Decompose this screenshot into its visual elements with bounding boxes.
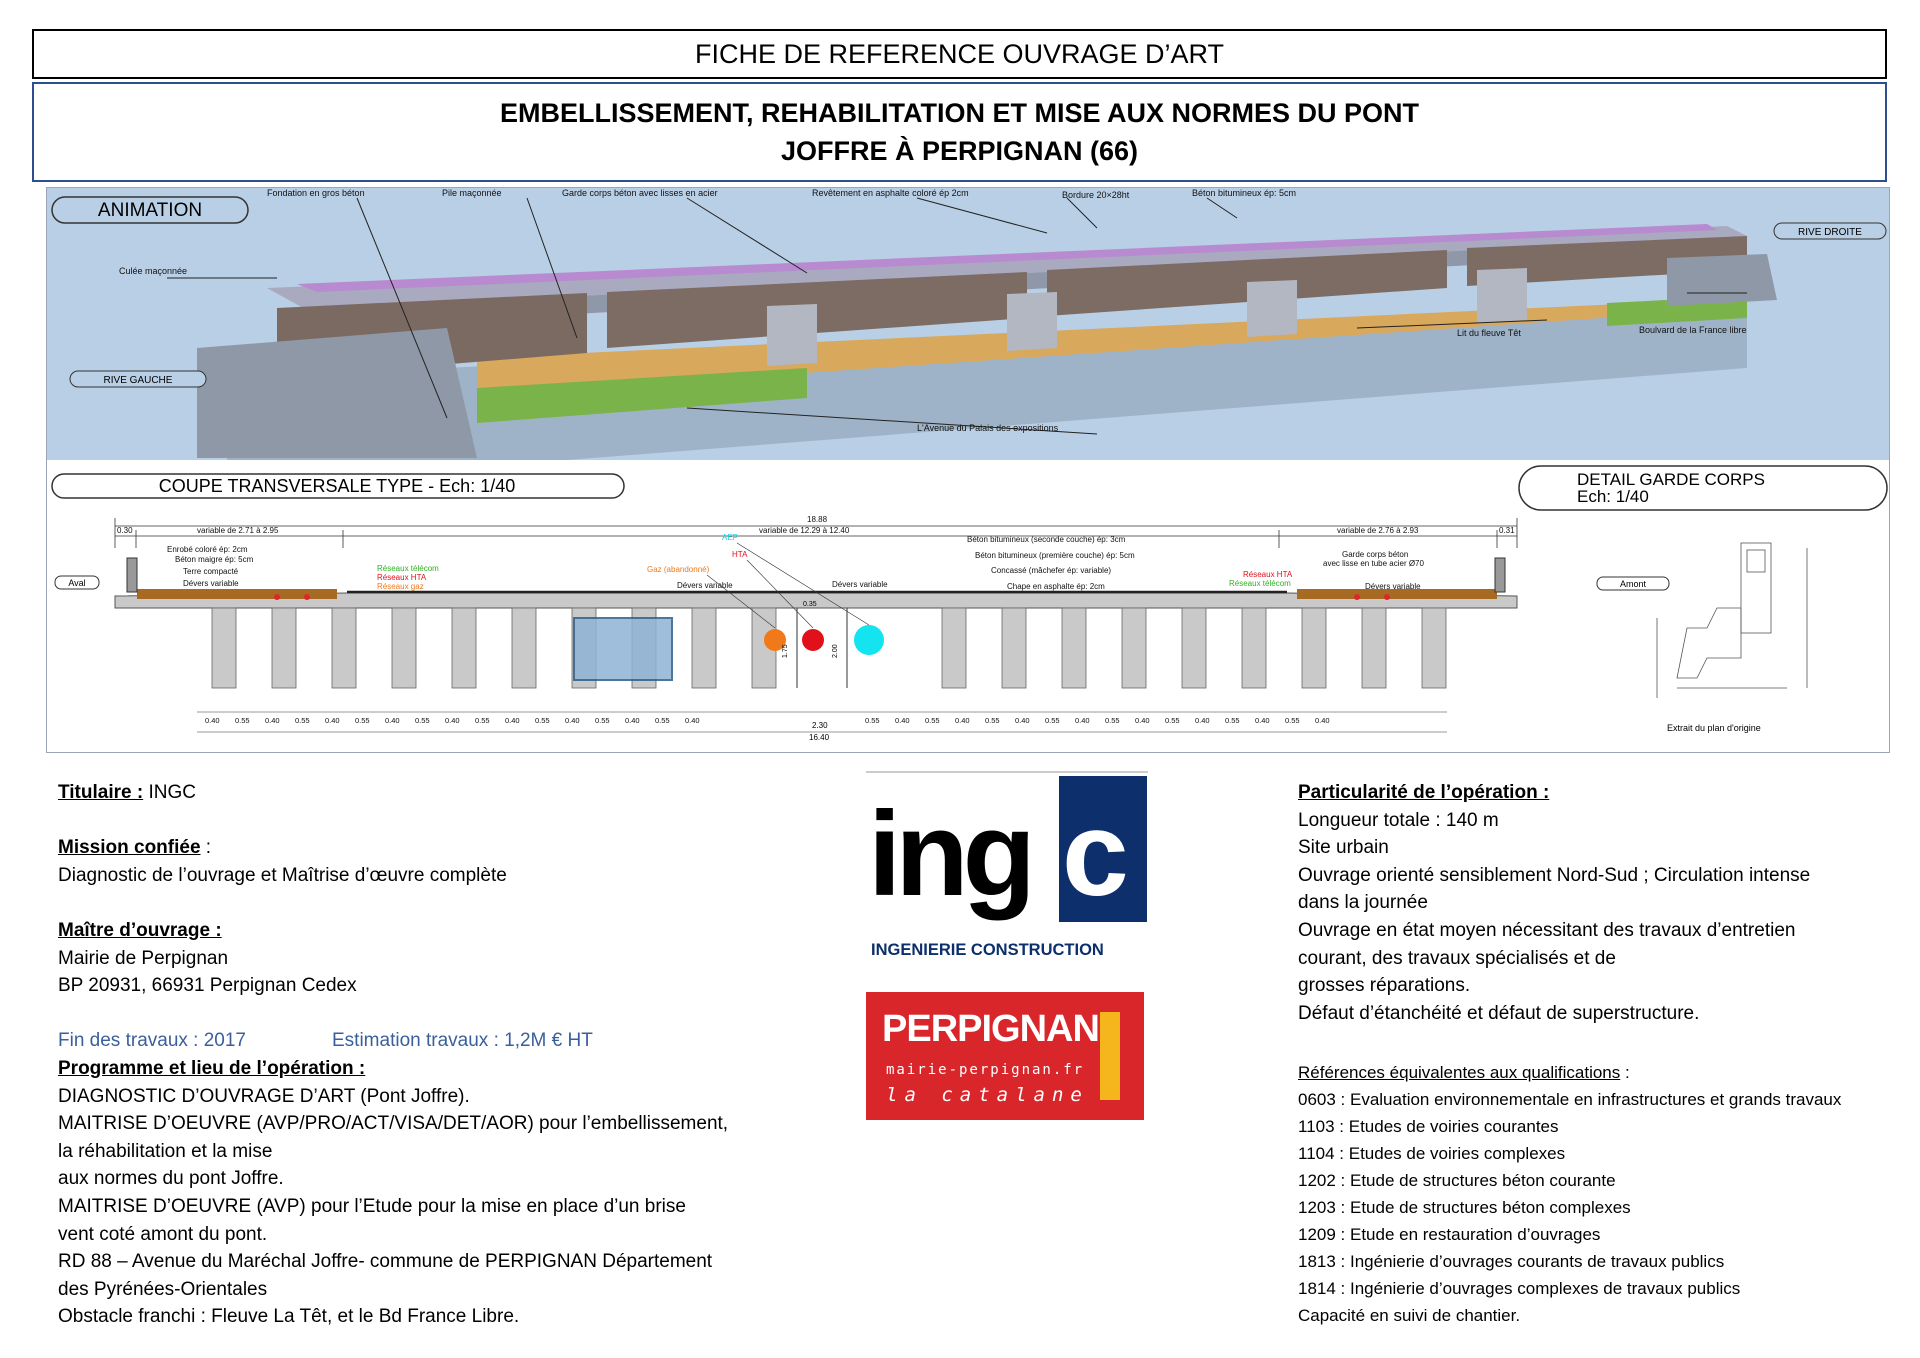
bottom-dim-label: 0.55 xyxy=(475,716,490,725)
network-left-1 xyxy=(274,594,280,600)
label-aep: AEP xyxy=(722,533,739,542)
programme-line: DIAGNOSTIC D’OUVRAGE D’ART (Pont Joffre). xyxy=(58,1085,470,1107)
document-subtitle xyxy=(32,82,1887,182)
reference-item: 1203 : Etude de structures béton complexes xyxy=(1298,1198,1631,1217)
network-right-1 xyxy=(1354,594,1360,600)
label-extrait: Extrait du plan d'origine xyxy=(1667,723,1761,733)
reference-item: 1813 : Ingénierie d’ouvrages courants de travaux publics xyxy=(1298,1252,1725,1271)
bottom-dim-label: 0.55 xyxy=(415,716,430,725)
bottom-dim-label: 0.55 xyxy=(925,716,940,725)
dim-right-edge: 0.31 xyxy=(1499,526,1515,535)
programme-line: vent coté amont du pont. xyxy=(58,1223,268,1245)
abutment-left xyxy=(197,328,477,458)
label-bb-seconde: Béton bitumineux (seconde couche) ép: 3cm xyxy=(967,535,1126,544)
label-fondation: Fondation en gros béton xyxy=(267,188,365,198)
bottom-dim-label: 0.40 xyxy=(505,716,520,725)
reference-item: 1202 : Etude de structures béton courante xyxy=(1298,1171,1616,1190)
railing-right xyxy=(1495,558,1505,592)
pier-2 xyxy=(1007,292,1057,351)
label-garde-corps-2: avec lisse en tube acier Ø70 xyxy=(1323,559,1424,568)
programme-line: RD 88 – Avenue du Maréchal Joffre- commune de PERPIGNAN Département xyxy=(58,1251,713,1273)
label-chape: Chape en asphalte ép: 2cm xyxy=(1007,582,1105,591)
bottom-dim-label: 0.40 xyxy=(625,716,640,725)
particularite-label: Particularité de l’opération : xyxy=(1298,782,1550,803)
bottom-dim-label: 0.40 xyxy=(1015,716,1030,725)
particularite-line: Ouvrage en état moyen nécessitant des travaux d’entretien xyxy=(1298,919,1796,941)
titulaire-label: Titulaire : xyxy=(58,782,144,803)
ingc-logo-subtitle: INGENIERIE CONSTRUCTION xyxy=(871,941,1104,959)
label-revetement: Revêtement en asphalte coloré ép 2cm xyxy=(812,188,969,198)
programme-line: MAITRISE D’OEUVRE (AVP) pour l’Etude pour la mise en place d’un brise xyxy=(58,1195,686,1217)
mission-colon: : xyxy=(200,837,212,859)
label-bordure: Bordure 20×28ht xyxy=(1062,190,1130,200)
subtitle-line-1: EMBELLISSEMENT, REHABILITATION ET MISE AUX NORMES DU PONT xyxy=(499,98,1420,128)
label-amont: Amont xyxy=(1619,579,1647,589)
bridge-figure xyxy=(46,187,1890,753)
titulaire-value: INGC xyxy=(143,782,196,803)
label-rive-gauche: RIVE GAUCHE xyxy=(103,375,173,386)
dim-230: 2.30 xyxy=(812,721,828,730)
bottom-dim-label: 0.55 xyxy=(1225,716,1240,725)
label-pile: Pile maçonnée xyxy=(442,188,502,198)
programme-line: aux normes du pont Joffre. xyxy=(58,1168,284,1190)
bottom-dim-label: 0.40 xyxy=(685,716,700,725)
perpignan-logo-tagline: la catalane xyxy=(886,1084,1089,1106)
dim-total: 18.88 xyxy=(807,515,828,524)
programme-label: Programme et lieu de l’opération : xyxy=(58,1057,366,1079)
bottom-dim-label: 0.55 xyxy=(655,716,670,725)
particularite-line: Défaut d’étanchéité et défaut de superstructure. xyxy=(1298,1002,1700,1024)
dim-200: 2.00 xyxy=(832,644,839,658)
reference-item: 1103 : Etudes de voiries courantes xyxy=(1298,1117,1559,1136)
animation-title: ANIMATION xyxy=(97,200,203,221)
pier-1 xyxy=(767,304,817,366)
label-avenue: L'Avenue du Palais des expositions xyxy=(917,423,1059,433)
perpignan-logo-url: mairie-perpignan.fr xyxy=(886,1062,1085,1078)
pipe-aep xyxy=(854,625,884,655)
dim-center: variable de 12.29 à 12.40 xyxy=(759,526,850,535)
railing-left xyxy=(127,558,137,592)
network-right-2 xyxy=(1384,594,1390,600)
right-column xyxy=(1298,779,1898,1027)
label-reseaux-telecom-left: Réseaux télécom xyxy=(377,564,439,573)
label-rive-droite: RIVE DROITE xyxy=(1798,227,1862,238)
bottom-dim-label: 0.55 xyxy=(1165,716,1180,725)
bottom-dim-label: 0.40 xyxy=(205,716,220,725)
maitre-label: Maître d’ouvrage : xyxy=(58,919,222,941)
pier-3 xyxy=(1247,280,1297,337)
bottom-dim-label: 0.55 xyxy=(535,716,550,725)
reference-item: 1104 : Etudes de voiries complexes xyxy=(1298,1144,1566,1163)
dim-right: variable de 2.76 à 2.93 xyxy=(1337,526,1419,535)
particularite-line: dans la journée xyxy=(1298,892,1428,914)
mission-label: Mission confiée xyxy=(58,837,201,859)
label-beton-bitumineux: Béton bitumineux ép: 5cm xyxy=(1192,188,1297,198)
label-aval: Aval xyxy=(68,578,86,588)
highlight-box xyxy=(574,618,672,680)
dim-035: 0.35 xyxy=(803,601,817,608)
perpignan-logo-yellow-bar xyxy=(1100,1012,1120,1100)
maitre-line-2: BP 20931, 66931 Perpignan Cedex xyxy=(58,975,357,997)
programme-line: Obstacle franchi : Fleuve La Têt, et le Bd France Libre. xyxy=(58,1306,520,1328)
bottom-dim-label: 0.55 xyxy=(595,716,610,725)
label-hta: HTA xyxy=(732,550,748,559)
pier-4 xyxy=(1477,268,1527,323)
mission-value: Diagnostic de l’ouvrage et Maîtrise d’œuvre complète xyxy=(58,864,507,886)
document-title: FICHE DE REFERENCE OUVRAGE D’ART xyxy=(32,29,1887,79)
dim-175: 1.75 xyxy=(782,644,789,658)
reference-item: 0603 : Evaluation environnementale en infrastructures et grands travaux xyxy=(1298,1090,1842,1109)
bottom-dim-label: 0.40 xyxy=(1135,716,1150,725)
bottom-dim-label: 0.40 xyxy=(1195,716,1210,725)
reference-item: Capacité en suivi de chantier. xyxy=(1298,1306,1521,1325)
bottom-dim-label: 0.40 xyxy=(325,716,340,725)
particularite-line: Site urbain xyxy=(1298,837,1389,859)
detail-title-line-1: DETAIL GARDE CORPS xyxy=(1577,470,1765,489)
bottom-dim-label: 0.40 xyxy=(1315,716,1330,725)
bottom-dim-label: 0.55 xyxy=(355,716,370,725)
bottom-dim-label: 0.40 xyxy=(1255,716,1270,725)
label-devers-center-2: Dévers variable xyxy=(832,580,888,589)
dim-left-edge: 0.30 xyxy=(117,526,133,535)
references-list xyxy=(1298,1059,1910,1329)
bottom-dim-label: 0.40 xyxy=(565,716,580,725)
network-left-2 xyxy=(304,594,310,600)
perpignan-logo xyxy=(866,992,1144,1120)
label-reseaux-gaz-left: Réseaux gaz xyxy=(377,582,424,591)
particularite-line: Longueur totale : 140 m xyxy=(1298,809,1499,831)
bottom-dim-label: 0.55 xyxy=(985,716,1000,725)
bottom-dim-label: 0.55 xyxy=(865,716,880,725)
programme-line: MAITRISE D’OEUVRE (AVP/PRO/ACT/VISA/DET/AOR) pour l’embellissement, xyxy=(58,1113,729,1135)
programme-line: des Pyrénées-Orientales xyxy=(58,1278,268,1300)
references-colon: : xyxy=(1620,1063,1630,1082)
ingc-logo-c: c xyxy=(1062,787,1129,921)
bottom-dim-label: 0.55 xyxy=(295,716,310,725)
bottom-dim-label: 0.40 xyxy=(1075,716,1090,725)
bottom-dim-label: 0.40 xyxy=(955,716,970,725)
bottom-dim-label: 0.40 xyxy=(445,716,460,725)
label-terre: Terre compacté xyxy=(183,567,239,576)
bottom-dim-label: 0.40 xyxy=(265,716,280,725)
label-concasse: Concassé (mâchefer ép: variable) xyxy=(991,566,1112,575)
bridge-drawing xyxy=(47,188,1890,753)
ingc-logo-text: ing xyxy=(868,787,1030,921)
bottom-dim-label: 0.40 xyxy=(895,716,910,725)
particularite-line: courant, des travaux spécialisés et de xyxy=(1298,947,1616,969)
programme-line: la réhabilitation et la mise xyxy=(58,1140,273,1162)
bottom-dim-label: 0.55 xyxy=(1045,716,1060,725)
perpignan-logo-text: PERPIGNAN xyxy=(882,1008,1099,1050)
label-garde-corps: Garde corps béton avec lisses en acier xyxy=(562,188,718,198)
dim-1640: 16.40 xyxy=(809,733,830,742)
label-garde-corps-1: Garde corps béton xyxy=(1342,550,1409,559)
pipe-hta xyxy=(802,629,824,651)
particularite-line: Ouvrage orienté sensiblement Nord-Sud ; Circulation intense xyxy=(1298,864,1811,886)
left-column xyxy=(58,779,778,1331)
label-lit: Lit du fleuve Têt xyxy=(1457,328,1521,338)
label-reseaux-hta-left: Réseaux HTA xyxy=(377,573,427,582)
bottom-dim-label: 0.40 xyxy=(385,716,400,725)
bottom-dim-label: 0.55 xyxy=(1285,716,1300,725)
label-devers-center-1: Dévers variable xyxy=(677,581,733,590)
label-culee: Culée maçonnée xyxy=(119,266,188,276)
particularite-line: grosses réparations. xyxy=(1298,975,1471,997)
ingc-logo xyxy=(866,771,1148,967)
fin-travaux: Fin des travaux : 2017 xyxy=(58,1030,246,1052)
label-bb-premiere: Béton bitumineux (première couche) ép: 5cm xyxy=(975,551,1135,560)
dim-left: variable de 2.71 à 2.95 xyxy=(197,526,279,535)
detail-title-line-2: Ech: 1/40 xyxy=(1577,487,1649,506)
coupe-title: COUPE TRANSVERSALE TYPE - Ech: 1/40 xyxy=(158,476,516,496)
reference-item: 1209 : Etude en restauration d’ouvrages xyxy=(1298,1225,1601,1244)
subtitle-line-2: JOFFRE À PERPIGNAN (66) xyxy=(780,136,1139,166)
label-reseaux-hta-right: Réseaux HTA xyxy=(1243,570,1293,579)
label-reseaux-telecom-right: Réseaux télécom xyxy=(1229,579,1291,588)
estimation-travaux: Estimation travaux : 1,2M € HT xyxy=(332,1030,593,1052)
maitre-line-1: Mairie de Perpignan xyxy=(58,947,229,969)
label-beton-maigre: Béton maigre ép: 5cm xyxy=(175,555,254,564)
reference-item: 1814 : Ingénierie d’ouvrages complexes de travaux publics xyxy=(1298,1279,1741,1298)
bottom-dim-label: 0.55 xyxy=(1105,716,1120,725)
bottom-dim-label: 0.55 xyxy=(235,716,250,725)
label-enrobe: Enrobé coloré ép: 2cm xyxy=(167,545,248,554)
label-gaz: Gaz (abandonné) xyxy=(647,565,710,574)
label-boulevard: Boulvard de la France libre xyxy=(1639,325,1747,335)
label-devers-left: Dévers variable xyxy=(183,579,239,588)
abutment-right xyxy=(1667,254,1777,306)
label-devers-right: Dévers variable xyxy=(1365,582,1421,591)
references-label: Références équivalentes aux qualifications xyxy=(1298,1063,1621,1082)
